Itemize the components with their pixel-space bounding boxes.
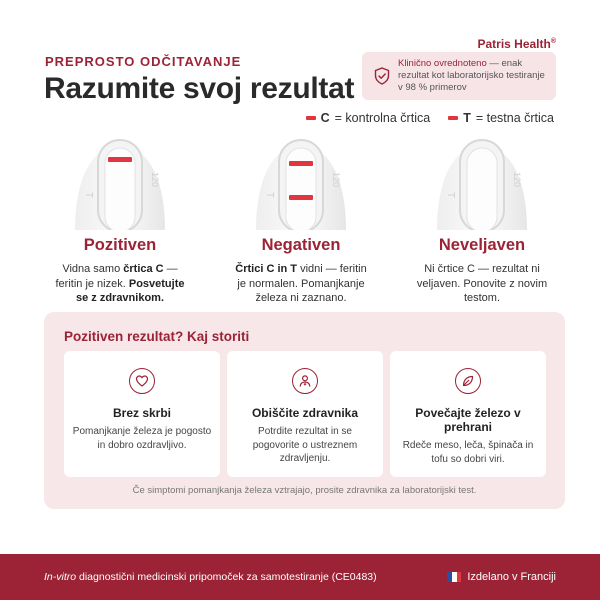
svg-text:T: T [445, 192, 456, 199]
result-title: Neveljaven [438, 236, 526, 254]
shield-check-icon [372, 66, 392, 86]
legend-c-text: = kontrolna črtica [334, 111, 431, 125]
card-title: Povečajte železo v prehrani [415, 406, 521, 434]
footer-made-in [447, 571, 556, 583]
svg-text:T: T [83, 192, 94, 199]
legend-t-letter: T [463, 111, 471, 125]
result-desc: Ni črtice C — rezultat ni veljaven. Ponovite z novim testom. [416, 263, 548, 304]
result-title: Negativen [261, 236, 341, 254]
result-positive [50, 132, 190, 306]
control-line [108, 157, 132, 162]
result-desc: Črtici C in T vidni — feritin je normalen. Pomanjkanje železa ni zaznano. [235, 263, 367, 304]
badge-text [398, 58, 548, 94]
svg-text:120: 120 [512, 172, 522, 188]
leaf-icon [455, 368, 481, 394]
result-invalid [412, 132, 552, 306]
card-desc: Pomanjkanje železa je pogosto in dobro ozdravljivo. [72, 426, 212, 451]
footer-ivd-text: In-vitro diagnostični medicinski pripomoček za samotestiranje (CE0483) [44, 571, 377, 583]
legend-t-text: = testna črtica [475, 111, 554, 125]
action-card-iron [390, 351, 546, 477]
footer-bar [0, 554, 600, 600]
test-cassette-positive [60, 132, 180, 230]
svg-text:120: 120 [331, 172, 341, 188]
brand-name: Patris Health [477, 37, 551, 51]
page-title: Razumite svoj rezultat [44, 72, 355, 105]
action-card-no-worry [64, 351, 220, 477]
brand-registered-mark: ® [550, 38, 556, 45]
card-title: Obiščite zdravnika [251, 406, 359, 420]
eyebrow-label: PREPROSTO ODČITAVANJE [45, 54, 242, 69]
action-card-doctor [227, 351, 383, 477]
made-in-label: Izdelano v Franciji [467, 571, 556, 583]
test-cassette-negative [241, 132, 361, 230]
panel-title: Pozitiven rezultat? Kaj storiti [64, 329, 250, 344]
card-desc: Potrdite rezultat in se pogovorite o ustreznem zdravljenju. [252, 426, 358, 464]
legend-swatch-test [448, 116, 458, 120]
brand-logo [477, 37, 556, 51]
svg-text:T: T [264, 192, 275, 199]
badge-strong: Klinično ovrednoteno [398, 58, 487, 69]
heart-icon [129, 368, 155, 394]
badge-body: — enak rezultat kot laboratorijsko testiranje v 98 % primerov [398, 58, 545, 93]
card-title: Brez skrbi [112, 406, 172, 420]
panel-footnote: Če simptomi pomanjkanja železa vztrajajo, prosite zdravnika za laboratorijski test. [132, 485, 477, 496]
positive-actions-panel [44, 312, 565, 509]
test-line [289, 195, 313, 200]
card-desc: Rdeče meso, leča, špinača in tofu so dobri viri. [402, 440, 534, 465]
legend-c-letter: C [320, 111, 330, 125]
doctor-icon [292, 368, 318, 394]
svg-text:120: 120 [150, 172, 160, 188]
clinical-badge [362, 52, 556, 100]
control-line [289, 161, 313, 166]
result-title: Pozitiven [83, 236, 157, 254]
line-legend [306, 111, 554, 125]
result-desc: Vidna samo črtica C — feritin je nizek. Posvetujte se z zdravnikom. [55, 263, 185, 304]
legend-item-control [306, 111, 431, 125]
legend-swatch-control [306, 116, 316, 120]
legend-item-test [448, 111, 554, 125]
result-negative [231, 132, 371, 306]
test-cassette-invalid [422, 132, 542, 230]
france-flag-icon [447, 572, 461, 582]
